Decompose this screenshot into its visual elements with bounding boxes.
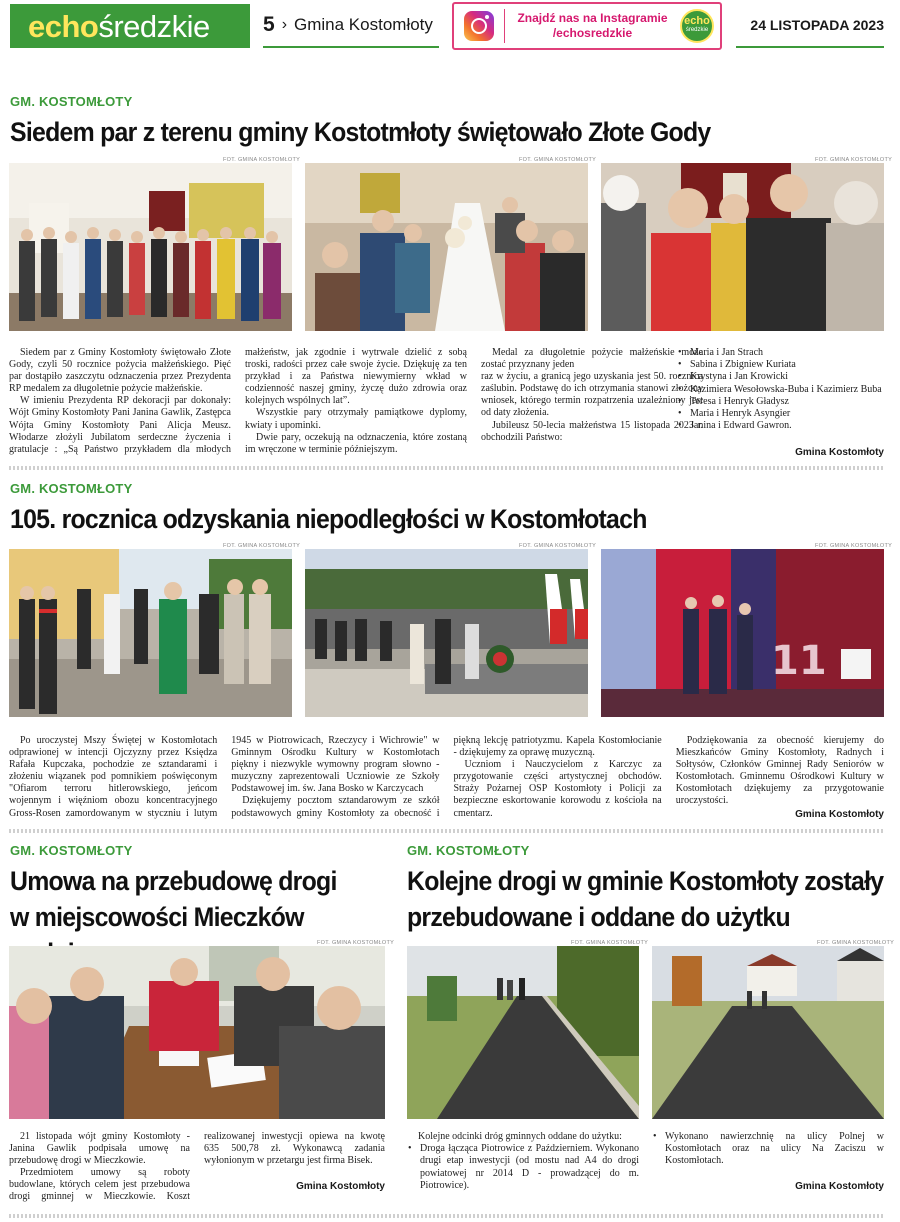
- list-item: • Sabina i Zbigniew Kuriata: [677, 359, 887, 371]
- photo-couples-group: [9, 163, 292, 331]
- article-kicker: GM. KOSTOMŁOTY: [10, 94, 133, 109]
- body-paragraph: Podziękowania za obecność kierujemy do Mieszkańców Gminy Kostomłoty, Radnych i Sołtysów, Członków Gminnej Rady Seniorów w Kostomłotach. Gminnemu Ośrodkowi Kultury w Kostomłotach dziękujemy za przygotowanie uroczystości.: [675, 735, 884, 807]
- title-line: Umowa na przebudowę drogi: [10, 866, 337, 896]
- brand-bold: echo: [28, 8, 99, 44]
- instagram-line1: Znajdź nas na Instagramie: [517, 11, 668, 25]
- photo-credit: FOT. GMINA KOSTOMŁOTY: [223, 157, 301, 163]
- couples-list: [677, 347, 887, 432]
- masthead-logo: [10, 4, 250, 48]
- roads-list-left: [407, 1131, 639, 1192]
- brand-light: średzkie: [98, 8, 210, 44]
- badge-top: echo: [684, 15, 710, 27]
- list-item: • Krystyna i Jan Krowicki: [677, 371, 887, 383]
- article-byline: Gmina Kostomłoty: [795, 809, 884, 820]
- instagram-text: [505, 11, 680, 41]
- photo-monument-wreaths: [305, 549, 588, 717]
- photo-contract-signing: [9, 946, 385, 1119]
- echo-badge-icon: [680, 9, 714, 43]
- article-kicker: GM. KOSTOMŁOTY: [10, 843, 133, 858]
- section-divider: [9, 1214, 884, 1218]
- photo-celebration-table: [305, 163, 588, 331]
- body-paragraph: 21 listopada wójt gminy Kostomłoty - Janina Gawlik podpisała umowę na przebudowę drogi w Mieczkowie.: [9, 1131, 190, 1167]
- photo-credit: FOT. GMINA KOSTOMŁOTY: [519, 157, 597, 163]
- body-paragraph: Kolejne odcinki dróg gminnych oddane do użytku:: [418, 1131, 622, 1142]
- title-line: w miejscowości Mieczków: [10, 902, 304, 932]
- body-paragraph: Siedem par z Gminy Kostomłoty świętowało Złote Gody, czyli 50 rocznice pożycia małżeńskiego. Pięć par dostąpiło zaszczytu odznaczenia przez Prezydenta RP medalem za długoletnie pożycie małżeńskie.: [9, 347, 231, 395]
- photo-credit: FOT. GMINA KOSTOMŁOTY: [815, 543, 893, 549]
- list-item: • Teresa i Henryk Gładysz: [677, 396, 887, 408]
- article-byline: Gmina Kostomłoty: [795, 1181, 884, 1192]
- body-paragraph: Uczniom i Nauczycielom z Karczyc za przygotowanie części artystycznej obchodów. Straży Pożarnej OSP Kostomłoty i Policji za bezpieczne eskortowanie korowodu z kościoła na cmentarz.: [453, 759, 662, 819]
- photo-new-road-piotrowice: [407, 946, 639, 1119]
- article-kicker: GM. KOSTOMŁOTY: [407, 843, 530, 858]
- photo-credit: FOT. GMINA KOSTOMŁOTY: [571, 940, 649, 946]
- instagram-banner[interactable]: [452, 2, 722, 50]
- title-line: Kolejne drogi w gminie Kostomłoty zostały: [407, 866, 884, 896]
- article-title: Siedem par z terenu gminy Kostotmłoty świętowało Złote Gody: [10, 117, 711, 147]
- badge-bottom: średzkie: [685, 27, 709, 33]
- article-title: [407, 863, 885, 935]
- article-title: 105. rocznica odzyskania niepodległości w Kostomłotach: [10, 504, 647, 534]
- svg-text:11: 11: [771, 638, 827, 684]
- photo-credit: FOT. GMINA KOSTOMŁOTY: [815, 157, 893, 163]
- photo-procession: [9, 549, 292, 717]
- instagram-icon: [464, 11, 494, 41]
- article-kicker: GM. KOSTOMŁOTY: [10, 481, 133, 496]
- roads-list-right: [652, 1131, 884, 1168]
- article-byline: Gmina Kostomłoty: [795, 447, 884, 458]
- section-divider: [9, 829, 884, 833]
- photo-credit: FOT. GMINA KOSTOMŁOTY: [817, 940, 895, 946]
- body-paragraph: Jubileusz 50-lecia małżeństwa 15 listopada 2023 r. obchodzili Państwo:: [481, 419, 703, 443]
- body-paragraph: Wszystkie pary otrzymały pamiątkowe dyplomy, kwiaty i upominki.: [245, 407, 467, 431]
- title-line: przebudowane i oddane do użytku: [407, 902, 790, 932]
- page-separator: ›: [281, 16, 288, 33]
- body-paragraph: W imieniu Prezydenta RP dekoracji par dokonały: Wójt Gminy Kostomłoty Pani Janina Gawlik, Zastępca Wójta Gminy Kostomłoty Pani Alicja Meusz. Włodarze złożyli Jubilatom serdeczne życzenia i gratulacje : „Są Państwo przykładem dla młodych małżeństw, jak zgodnie i wytrwale dzielić z sobą troski, radości przez całe swoje życie. Dziękuję za ten przykład i za Państwa niewymierny wkład w codzienność naszej gminy, życzę dużo zdrowia oraz kolejnych wspólnych lat”.: [9, 347, 467, 455]
- issue-date: 24 LISTOPADA 2023: [736, 4, 884, 48]
- photo-medal-couple: [601, 163, 884, 331]
- article-byline: Gmina Kostomłoty: [296, 1181, 385, 1192]
- list-item: • Janina i Edward Gawron.: [677, 420, 887, 432]
- list-item: • Maria i Henryk Asyngier: [677, 408, 887, 420]
- body-paragraph: Medal za długoletnie pożycie małżeńskie może zostać przyznany jeden: [481, 347, 703, 371]
- body-paragraph: Dwie pary, oczekują na odznaczenia, które zostaną im wręczone w terminie późniejszym.: [245, 431, 467, 455]
- body-paragraph: Przedmiotem umowy są roboty budowlane, których celem jest przebudowa drogi gminnej w Mieczkowie. Koszt realizowanej inwestycji opiewa na kwotę 635 500,78 zł. Wykonawcą zadania wyłonionym w przetargu jest firma Bisek.: [9, 1131, 385, 1203]
- instagram-line2: /echosredzkie: [552, 26, 633, 40]
- photo-stage-performance: [601, 549, 884, 717]
- photo-credit: FOT. GMINA KOSTOMŁOTY: [317, 940, 395, 946]
- section-name: Gmina Kostomłoty: [294, 15, 433, 34]
- list-item: • Wykonano nawierzchnię na ulicy Polnej w Kostomłotach oraz na ulicy Na Zaciszu w Kostomłotach.: [652, 1131, 884, 1168]
- page-number: 5: [263, 13, 275, 36]
- photo-credit: FOT. GMINA KOSTOMŁOTY: [223, 543, 301, 549]
- body-paragraph: Po uroczystej Mszy Świętej w Kostomłotach odprawionej w intencji Ojczyzny przez Księdza Rafała Kupczaka, pochodzie ze sztandarami i złożeniu wiązanek pod pomnikiem poświęconym "Ofiarom terroru hitlerowskiego, jeńcom wojennym i więźniom obozu koncentracyjnego Gross-Rosen zamordowanym w styczniu i lutym 1945 w Piotrowicach, Rzeczycy i Wichrowie" w Gminnym Ośrodku Kultury w Kostomłotach piękny i niezwykle wymowny program słowno - muzyczny zaprezentowali Uczniowie ze Szkoły Podstawowej im. św. Jana Bosko w Karczycach: [9, 735, 440, 819]
- article-body-mieczkow: [9, 1131, 385, 1209]
- photo-credit: FOT. GMINA KOSTOMŁOTY: [519, 543, 597, 549]
- list-item: • Kazimiera Wesołowska-Buba i Kazimierz Buba: [677, 384, 887, 396]
- section-divider: [9, 466, 884, 470]
- list-item: • Maria i Jan Strach: [677, 347, 887, 359]
- list-item: • Droga łącząca Piotrowice z Październiem. Wykonano drugi etap inwestycji (od mostu nad A4 do drogi powiatowej nr 2014 D - prowadzącej do m. Piotrowice).: [407, 1143, 639, 1192]
- body-paragraph: Dziękujemy pocztom sztandarowym ze szkół podstawowych gminy Kostomłoty za obecność i piękną lekcję patriotyzmu. Kapela Kostomłocianie - dziękujemy za oprawę muzyczną.: [231, 735, 662, 819]
- page-section-header: [263, 4, 439, 48]
- photo-new-road-polna: [652, 946, 884, 1119]
- body-paragraph: raz w życiu, a granicą jego uzyskania jest 50. rocznica zaślubin. Podstawę do ich otrzymania stanowi złożony wniosek, którego termin rozpatrzenia uzależniony jest od daty złożenia.: [481, 371, 703, 419]
